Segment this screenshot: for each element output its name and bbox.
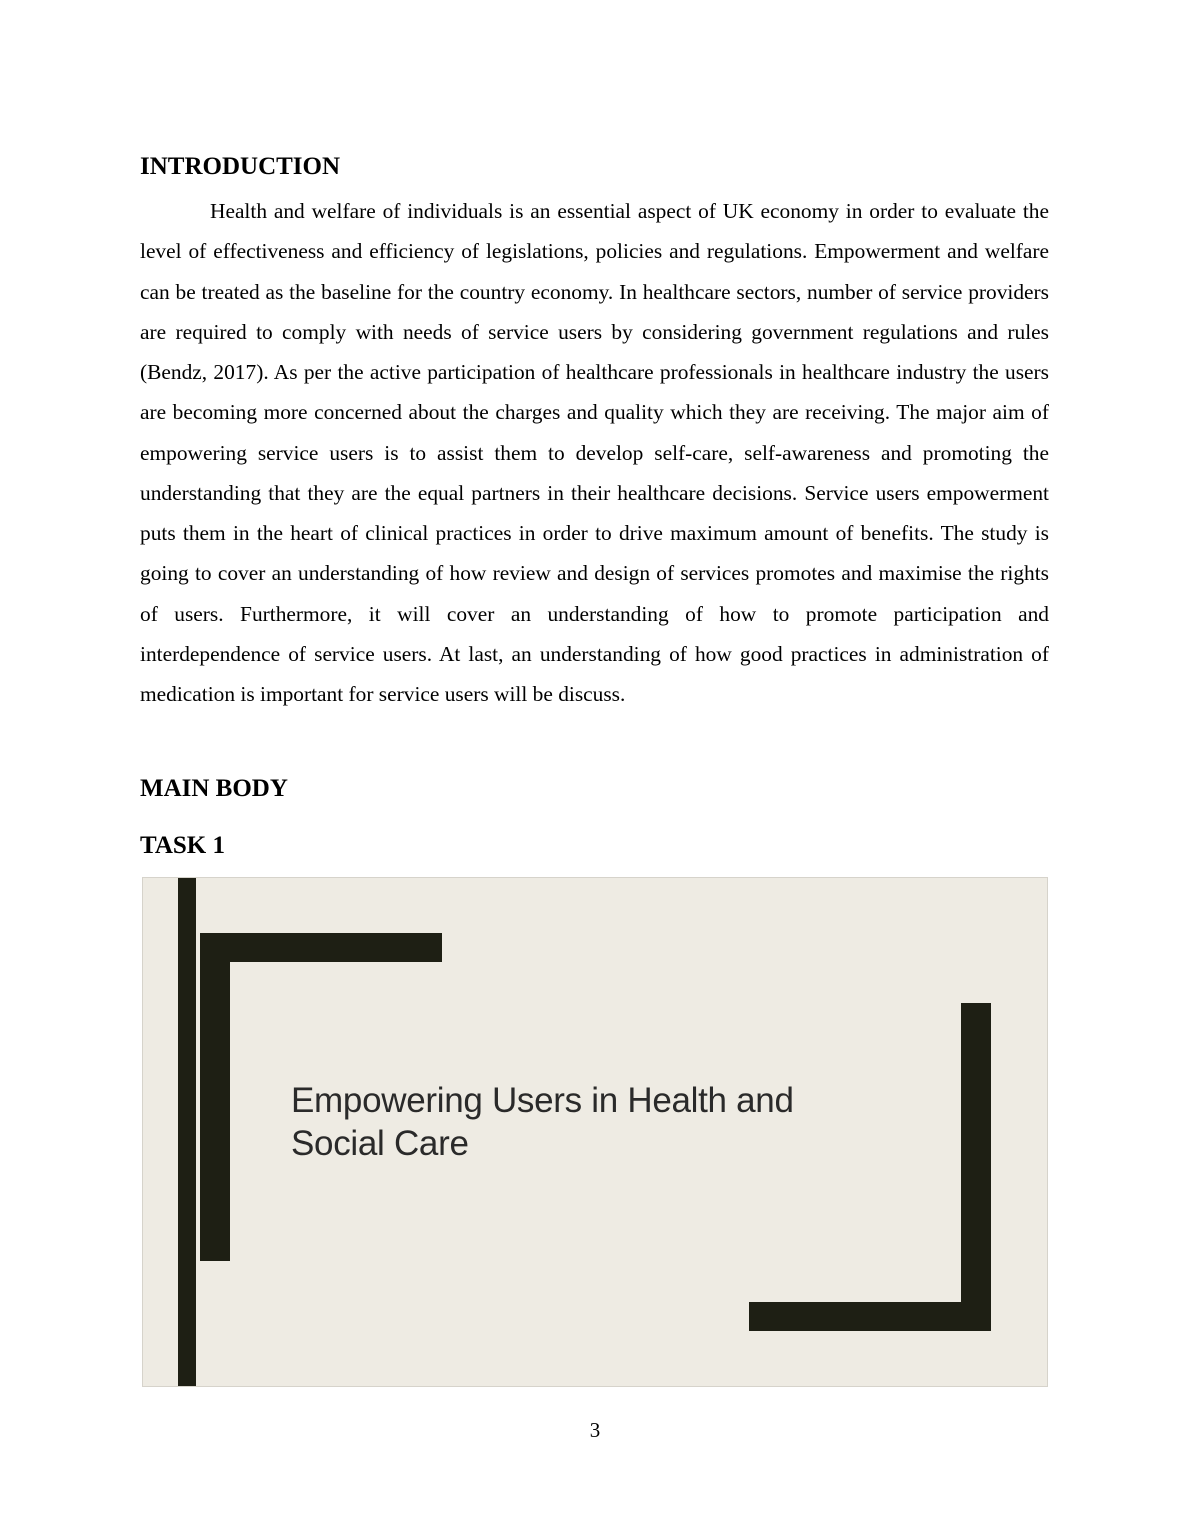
slide-bottom-right-bracket-horizontal <box>749 1302 991 1331</box>
page-number: 3 <box>589 1418 601 1442</box>
slide-bottom-right-bracket-vertical <box>961 1003 991 1331</box>
introduction-paragraph: Health and welfare of individuals is an essential aspect of UK economy in order to evaluate the level of effectiveness and efficiency of legislations, policies and regulations. Empowerment and welfare can be treated as the baseline for the country economy. In healthcare sectors, number of service providers are required to comply with needs of service users by considering government regulations and rules (Bendz, 2017). As per the active participation of healthcare professionals in healthcare industry the users are becoming more concerned about the charges and quality which they are receiving. The major aim of empowering service users is to assist them to develop self-care, self-awareness and promoting the understanding that they are the equal partners in their healthcare decisions. Service users empowerment puts them in the heart of clinical practices in order to drive maximum amount of benefits. The study is going to cover an understanding of how review and design of services promotes and maximise the rights of users. Furthermore, it will cover an understanding of how to promote participation and interdependence of service users. At last, an understanding of how good practices in administration of medication is important for service users will be discuss. <box>140 199 1049 706</box>
introduction-heading: INTRODUCTION <box>140 153 341 180</box>
slide-top-left-bracket-vertical <box>200 933 230 1261</box>
task-1-heading: TASK 1 <box>140 832 225 859</box>
slide-top-left-bracket-horizontal <box>200 933 442 962</box>
slide-title <box>291 1079 891 1165</box>
slide-title-line-1: Empowering Users in Health and <box>291 1081 794 1120</box>
main-body-heading: MAIN BODY <box>140 775 288 802</box>
slide-title-line-2: Social Care <box>291 1124 469 1163</box>
slide-left-vertical-bar <box>178 878 196 1387</box>
title-slide-image <box>142 877 1048 1387</box>
